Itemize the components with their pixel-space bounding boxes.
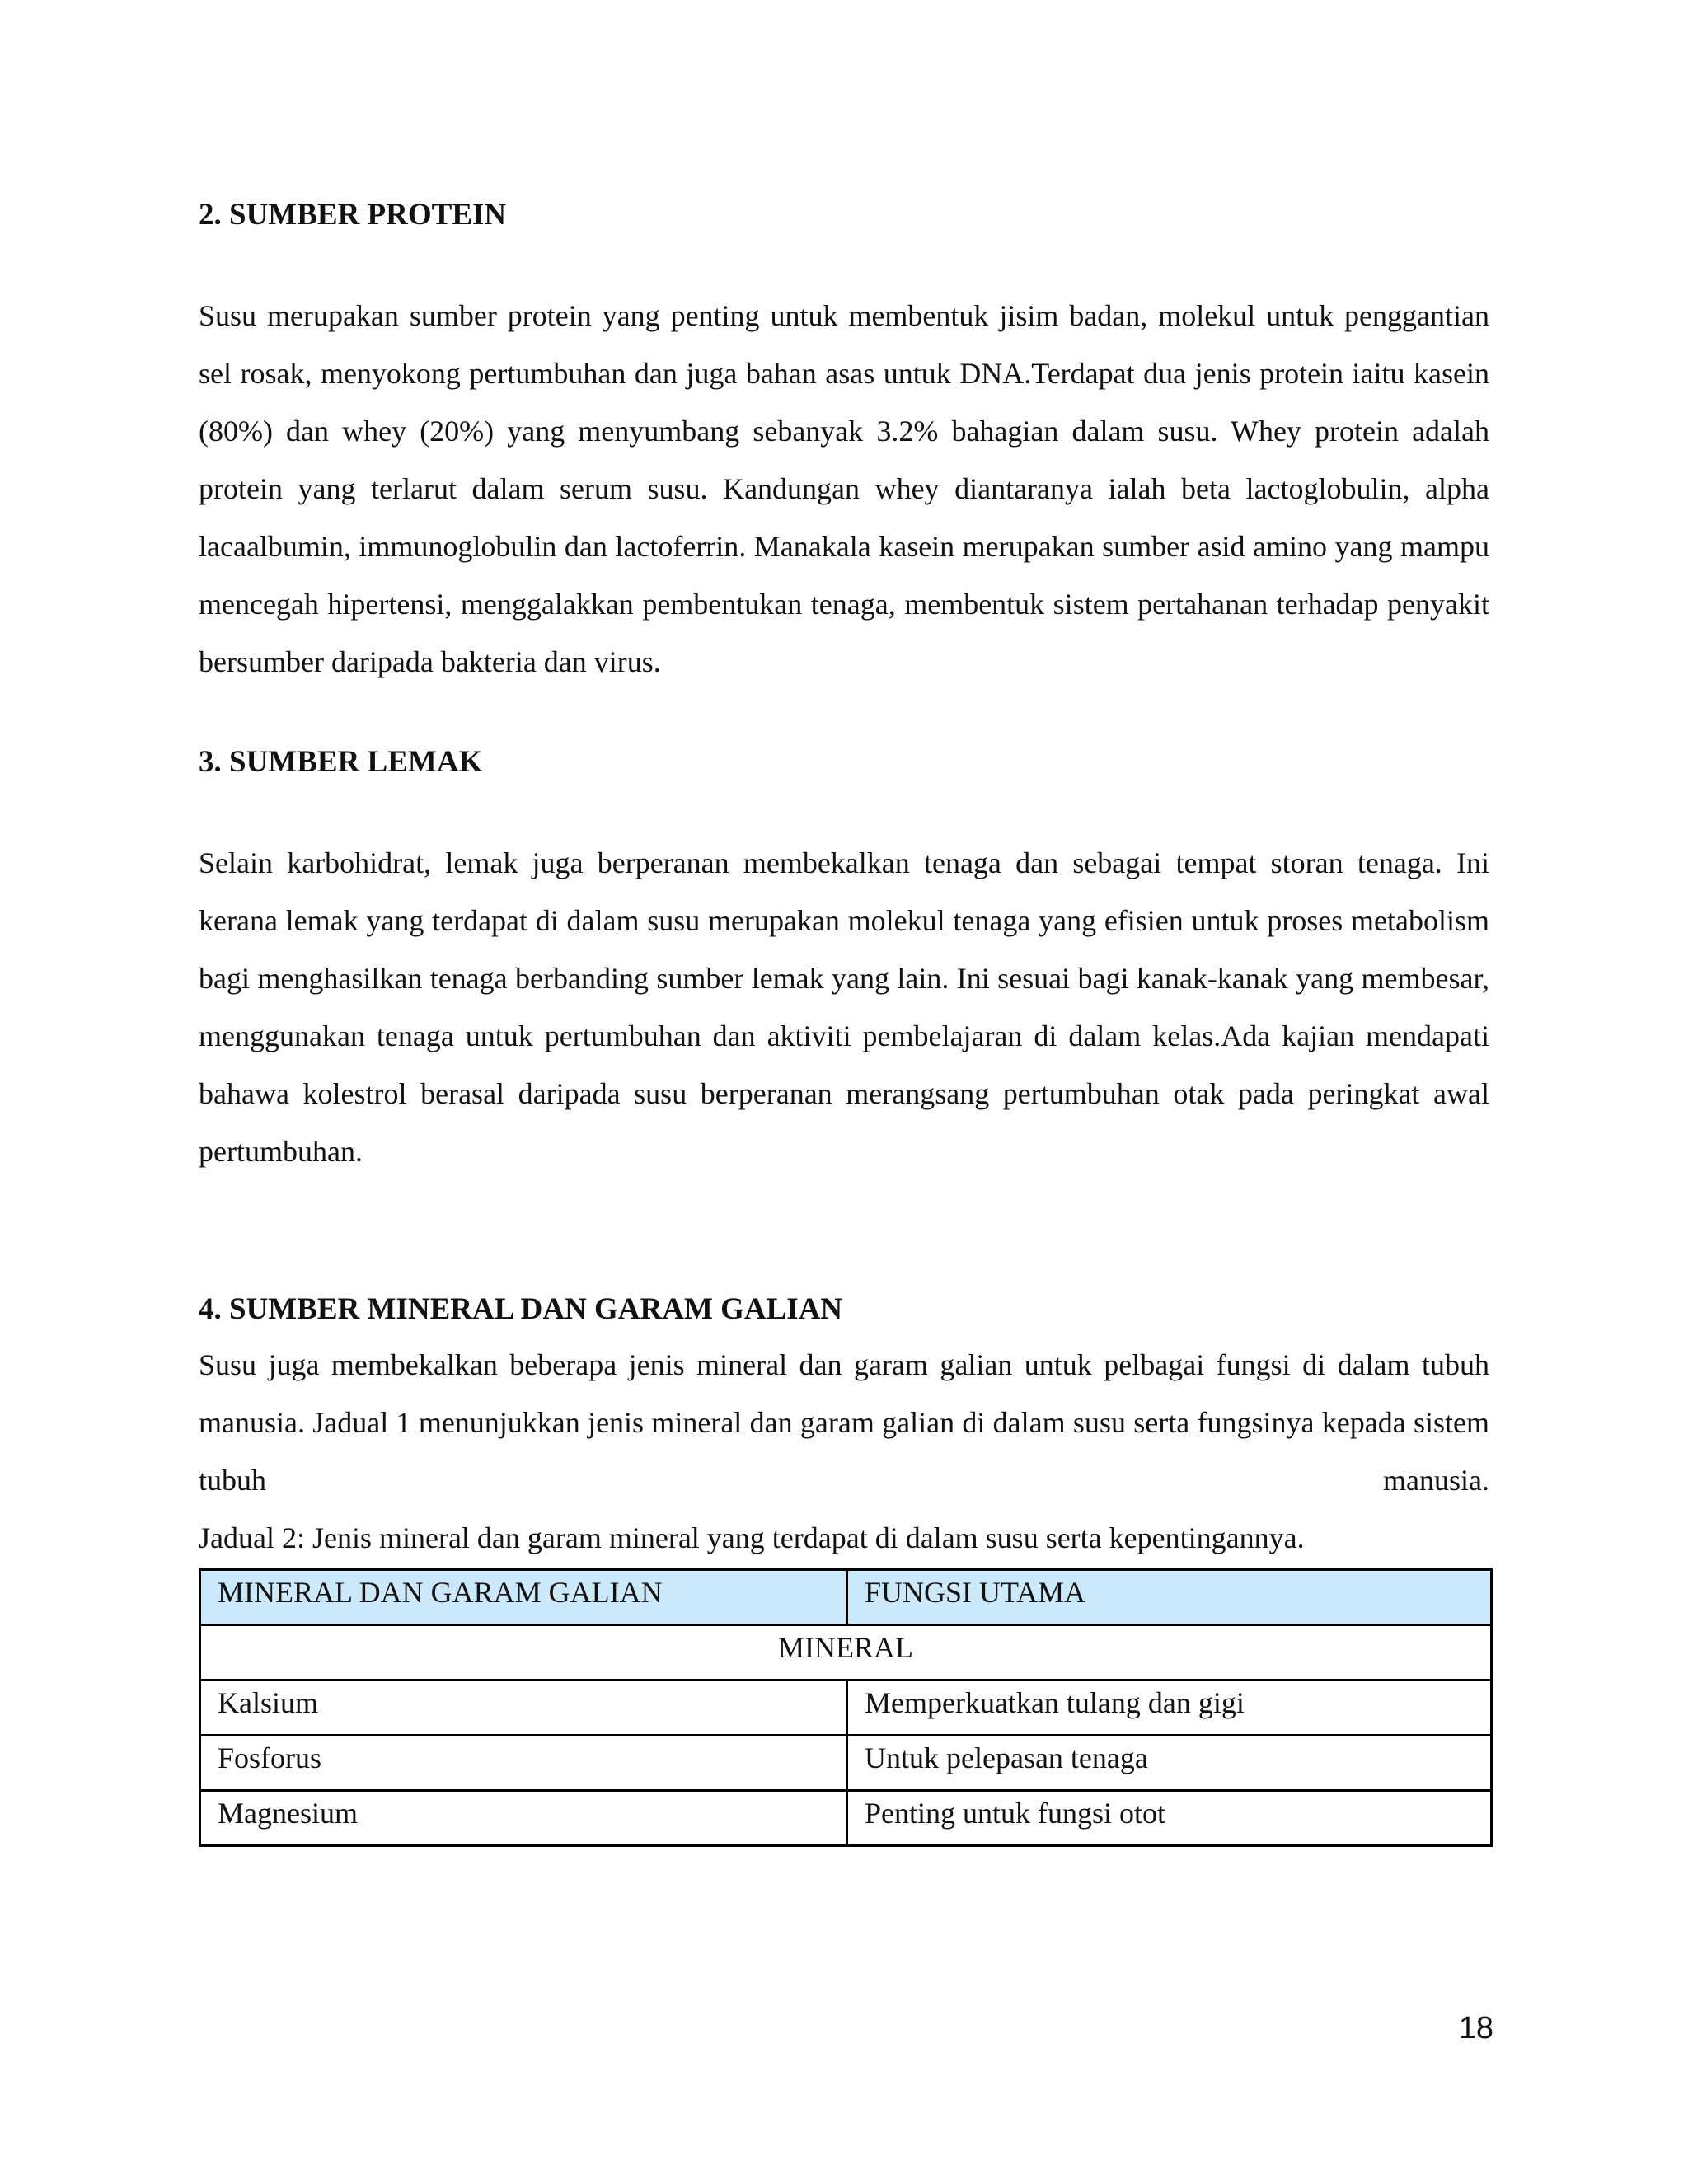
table-section-label: MINERAL <box>200 1625 1492 1680</box>
page-number: 18 <box>1458 2011 1493 2046</box>
paragraph-protein: Susu merupakan sumber protein yang penting untuk membentuk jisim badan, molekul untuk penggantian sel rosak, menyokong pertumbuhan dan juga bahan asas untuk DNA.Terdapat dua jenis protein iaitu kasein (80%) dan whey (20%) yang menyumbang sebanyak 3.2% bahagian dalam susu. Whey protein adalah protein yang terlarut dalam serum susu. Kandungan whey diantaranya ialah beta lactoglobulin, alpha lacaalbumin, immunoglobulin dan lactoferrin. Manakala kasein merupakan sumber asid amino yang mampu mencegah hipertensi, menggalakkan pembentukan tenaga, membentuk sistem pertahanan terhadap penyakit bersumber daripada bakteria dan virus. <box>199 299 1489 678</box>
section-title-mineral: 4. SUMBER MINERAL DAN GARAM GALIAN <box>199 1292 843 1326</box>
table-caption: Jadual 2: Jenis mineral dan garam mineral yang terdapat di dalam susu serta kepentingannya. <box>199 1521 1305 1554</box>
table-cell-fungsi: Untuk pelepasan tenaga <box>847 1736 1492 1791</box>
page-content <box>199 194 1489 1847</box>
section-lemak <box>199 742 1489 1180</box>
table-cell-fungsi: Penting untuk fungsi otot <box>847 1791 1492 1846</box>
section-title-protein: 2. SUMBER PROTEIN <box>199 198 507 232</box>
paragraph-mineral: Susu juga membekalkan beberapa jenis mineral dan garam galian untuk pelbagai fungsi di dalam tubuh manusia. Jadual 1 menunjukkan jenis mineral dan garam galian di dalam susu serta fungsinya kepada sistem tubuh manusia. <box>199 1348 1489 1497</box>
table-row <box>200 1791 1492 1846</box>
table-row <box>200 1680 1492 1736</box>
table-header-row <box>200 1570 1492 1625</box>
section-title-lemak: 3. SUMBER LEMAK <box>199 745 483 779</box>
table-section-row <box>200 1625 1492 1680</box>
table-header-mineral: MINERAL DAN GARAM GALIAN <box>200 1570 847 1625</box>
table-header-fungsi: FUNGSI UTAMA <box>847 1570 1492 1625</box>
table-cell-mineral: Kalsium <box>200 1680 847 1736</box>
table-cell-mineral: Fosforus <box>200 1736 847 1791</box>
table-row <box>200 1736 1492 1791</box>
mineral-table <box>199 1568 1493 1847</box>
section-mineral <box>199 1289 1489 1847</box>
table-cell-mineral: Magnesium <box>200 1791 847 1846</box>
paragraph-lemak: Selain karbohidrat, lemak juga berperanan membekalkan tenaga dan sebagai tempat storan tenaga. Ini kerana lemak yang terdapat di dalam susu merupakan molekul tenaga yang efisien untuk proses metabolism bagi menghasilkan tenaga berbanding sumber lemak yang lain. Ini sesuai bagi kanak-kanak yang membesar, menggunakan tenaga untuk pertumbuhan dan aktiviti pembelajaran di dalam kelas.Ada kajian mendapati bahawa kolestrol berasal daripada susu berperanan merangsang pertumbuhan otak pada peringkat awal pertumbuhan. <box>199 846 1489 1168</box>
table-cell-fungsi: Memperkuatkan tulang dan gigi <box>847 1680 1492 1736</box>
section-protein <box>199 194 1489 691</box>
